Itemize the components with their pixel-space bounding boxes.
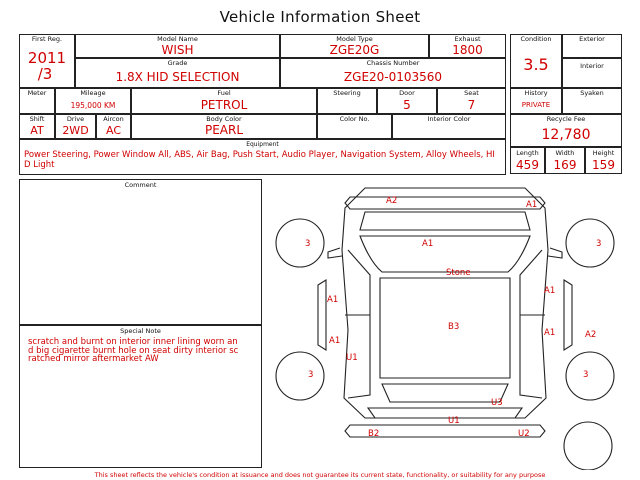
exterior-cell bbox=[562, 34, 622, 58]
disclaimer-footer: This sheet reflects the vehicle's condition at issuance and does not guarantee its current state, functionality, or suitability for any purpose bbox=[94, 471, 546, 479]
history-label: History bbox=[524, 89, 548, 97]
mark-rear-bumper-left: B2 bbox=[368, 429, 380, 439]
interior-color-label: Interior Color bbox=[427, 115, 471, 123]
color-no-cell bbox=[317, 114, 392, 139]
shift-label: Shift bbox=[29, 115, 45, 123]
windshield-shape bbox=[360, 236, 530, 272]
sheet-title: Vehicle Information Sheet bbox=[219, 8, 421, 26]
first-reg-label: First Reg. bbox=[31, 35, 63, 43]
right-sill bbox=[564, 280, 572, 350]
exhaust-cell bbox=[429, 34, 506, 58]
model-name-cell bbox=[75, 34, 280, 58]
mileage-cell bbox=[55, 88, 131, 114]
mark-wheel-front-right: 3 bbox=[596, 239, 602, 249]
steering-label: Steering bbox=[333, 89, 361, 97]
door-cell bbox=[377, 88, 437, 114]
hood-shape bbox=[360, 212, 530, 230]
door-value: 5 bbox=[403, 98, 411, 112]
front-bumper-shape bbox=[345, 197, 545, 209]
chassis-value: ZGE20-0103560 bbox=[343, 70, 443, 84]
spare-wheel bbox=[564, 422, 612, 470]
equipment-value: Power Steering, Power Window All, ABS, Air Bag, Push Start, Audio Player, Navigation System, Alloy Wheels, HID Light bbox=[24, 150, 495, 170]
condition-cell bbox=[510, 34, 562, 88]
condition-value: 3.5 bbox=[523, 55, 549, 74]
fuel-label: Fuel bbox=[217, 89, 231, 97]
comment-label: Comment bbox=[124, 181, 157, 189]
mark-rear-glass: U3 bbox=[491, 398, 503, 408]
meter-cell bbox=[19, 88, 55, 114]
interior-cell bbox=[562, 58, 622, 88]
first-reg-cell bbox=[19, 34, 75, 88]
chassis-cell bbox=[280, 58, 506, 88]
exhaust-label: Exhaust bbox=[454, 35, 481, 43]
rear-glass-shape bbox=[382, 384, 508, 402]
wheel-front-right bbox=[566, 219, 614, 267]
special-note-cell bbox=[19, 325, 262, 468]
body-color-value: PEARL bbox=[204, 123, 244, 137]
steering-cell bbox=[317, 88, 377, 114]
left-pillar-shape bbox=[348, 250, 370, 398]
model-type-value: ZGE20G bbox=[329, 43, 380, 57]
grade-label: Grade bbox=[167, 59, 188, 67]
aircon-value: AC bbox=[105, 124, 121, 137]
recycle-fee-label: Recycle Fee bbox=[546, 115, 586, 123]
roof-shape bbox=[380, 278, 510, 378]
mirror-right bbox=[548, 248, 562, 258]
door-label: Door bbox=[399, 89, 415, 97]
exhaust-value: 1800 bbox=[452, 43, 483, 57]
exterior-label: Exterior bbox=[579, 35, 605, 43]
shift-value: AT bbox=[30, 124, 44, 137]
meter-label: Meter bbox=[27, 89, 47, 97]
equipment-cell bbox=[19, 139, 506, 175]
mark-rear-bumper-right: U2 bbox=[518, 429, 530, 439]
mark-hood: A1 bbox=[422, 239, 434, 249]
mark-right-quarter: A2 bbox=[585, 330, 597, 340]
mark-front-left: A2 bbox=[386, 196, 398, 206]
first-reg-year: 2011 bbox=[27, 49, 67, 67]
mark-right-rear-door: A1 bbox=[544, 328, 556, 338]
model-type-cell bbox=[280, 34, 429, 58]
mark-left-rear-door: A1 bbox=[329, 336, 341, 346]
equipment-label: Equipment bbox=[246, 141, 279, 148]
tailgate-shape bbox=[368, 408, 522, 418]
mark-wheel-rear-right: 3 bbox=[583, 370, 589, 380]
special-note-value: scratch and burnt on interior inner lining worn and big cigarette burnt hole on seat dirty interior scratched mirror aftermarket AW bbox=[28, 337, 239, 365]
seat-value: 7 bbox=[467, 98, 476, 112]
interior-color-cell bbox=[392, 114, 506, 139]
recycle-fee-cell bbox=[510, 114, 622, 147]
mark-roof: B3 bbox=[448, 322, 460, 332]
mark-right-front-fender: A1 bbox=[544, 286, 556, 296]
mark-wheel-rear-left: 3 bbox=[308, 370, 314, 380]
length-label: Length bbox=[516, 149, 539, 157]
history-cell bbox=[510, 88, 562, 114]
recycle-fee-value: 12,780 bbox=[541, 127, 591, 143]
syaken-cell bbox=[562, 88, 622, 114]
aircon-cell bbox=[96, 114, 131, 139]
fuel-value: PETROL bbox=[200, 98, 248, 112]
width-value: 169 bbox=[553, 158, 577, 172]
body-color-label: Body Color bbox=[206, 115, 242, 123]
width-cell bbox=[545, 147, 585, 174]
mark-front-right: A1 bbox=[526, 200, 538, 210]
aircon-label: Aircon bbox=[103, 115, 124, 123]
drive-value: 2WD bbox=[62, 124, 89, 137]
width-label: Width bbox=[555, 149, 575, 157]
model-type-label: Model Type bbox=[336, 35, 373, 43]
body-color-cell bbox=[131, 114, 317, 139]
right-pillar-shape bbox=[520, 250, 542, 398]
mark-tailgate: U1 bbox=[448, 416, 460, 426]
wheel-rear-left bbox=[276, 352, 324, 400]
wheel-front-left bbox=[276, 219, 324, 267]
mark-wheel-front-left: 3 bbox=[305, 239, 311, 249]
model-name-value: WISH bbox=[161, 43, 194, 57]
grade-cell bbox=[75, 58, 280, 88]
mark-windshield: Stone bbox=[446, 268, 471, 278]
wheel-rear-right bbox=[566, 352, 614, 400]
car-damage-diagram bbox=[272, 180, 620, 470]
seat-cell bbox=[437, 88, 506, 114]
length-cell bbox=[510, 147, 545, 174]
grade-value: 1.8X HID SELECTION bbox=[115, 70, 240, 84]
history-value: PRIVATE bbox=[521, 101, 551, 109]
seat-label: Seat bbox=[464, 89, 479, 97]
drive-label: Drive bbox=[66, 115, 85, 123]
interior-label: Interior bbox=[580, 62, 604, 70]
length-value: 459 bbox=[516, 158, 539, 172]
syaken-label: Syaken bbox=[580, 89, 604, 97]
height-value: 159 bbox=[592, 158, 615, 172]
model-name-label: Model Name bbox=[157, 35, 198, 43]
mileage-label: Mileage bbox=[80, 89, 106, 97]
left-sill bbox=[318, 280, 326, 350]
fuel-cell bbox=[131, 88, 317, 114]
mileage-value: 195,000 KM bbox=[70, 101, 116, 110]
color-no-label: Color No. bbox=[339, 115, 370, 123]
chassis-label: Chassis Number bbox=[366, 59, 420, 67]
height-label: Height bbox=[592, 149, 615, 157]
drive-cell bbox=[55, 114, 96, 139]
mark-left-front-door: A1 bbox=[327, 295, 339, 305]
special-note-label: Special Note bbox=[120, 327, 161, 335]
mark-left-sill: U1 bbox=[346, 353, 358, 363]
first-reg-month: /3 bbox=[37, 65, 53, 83]
shift-cell bbox=[19, 114, 55, 139]
mirror-left bbox=[328, 248, 342, 258]
comment-cell bbox=[19, 179, 262, 325]
height-cell bbox=[585, 147, 622, 174]
condition-label: Condition bbox=[520, 35, 552, 43]
